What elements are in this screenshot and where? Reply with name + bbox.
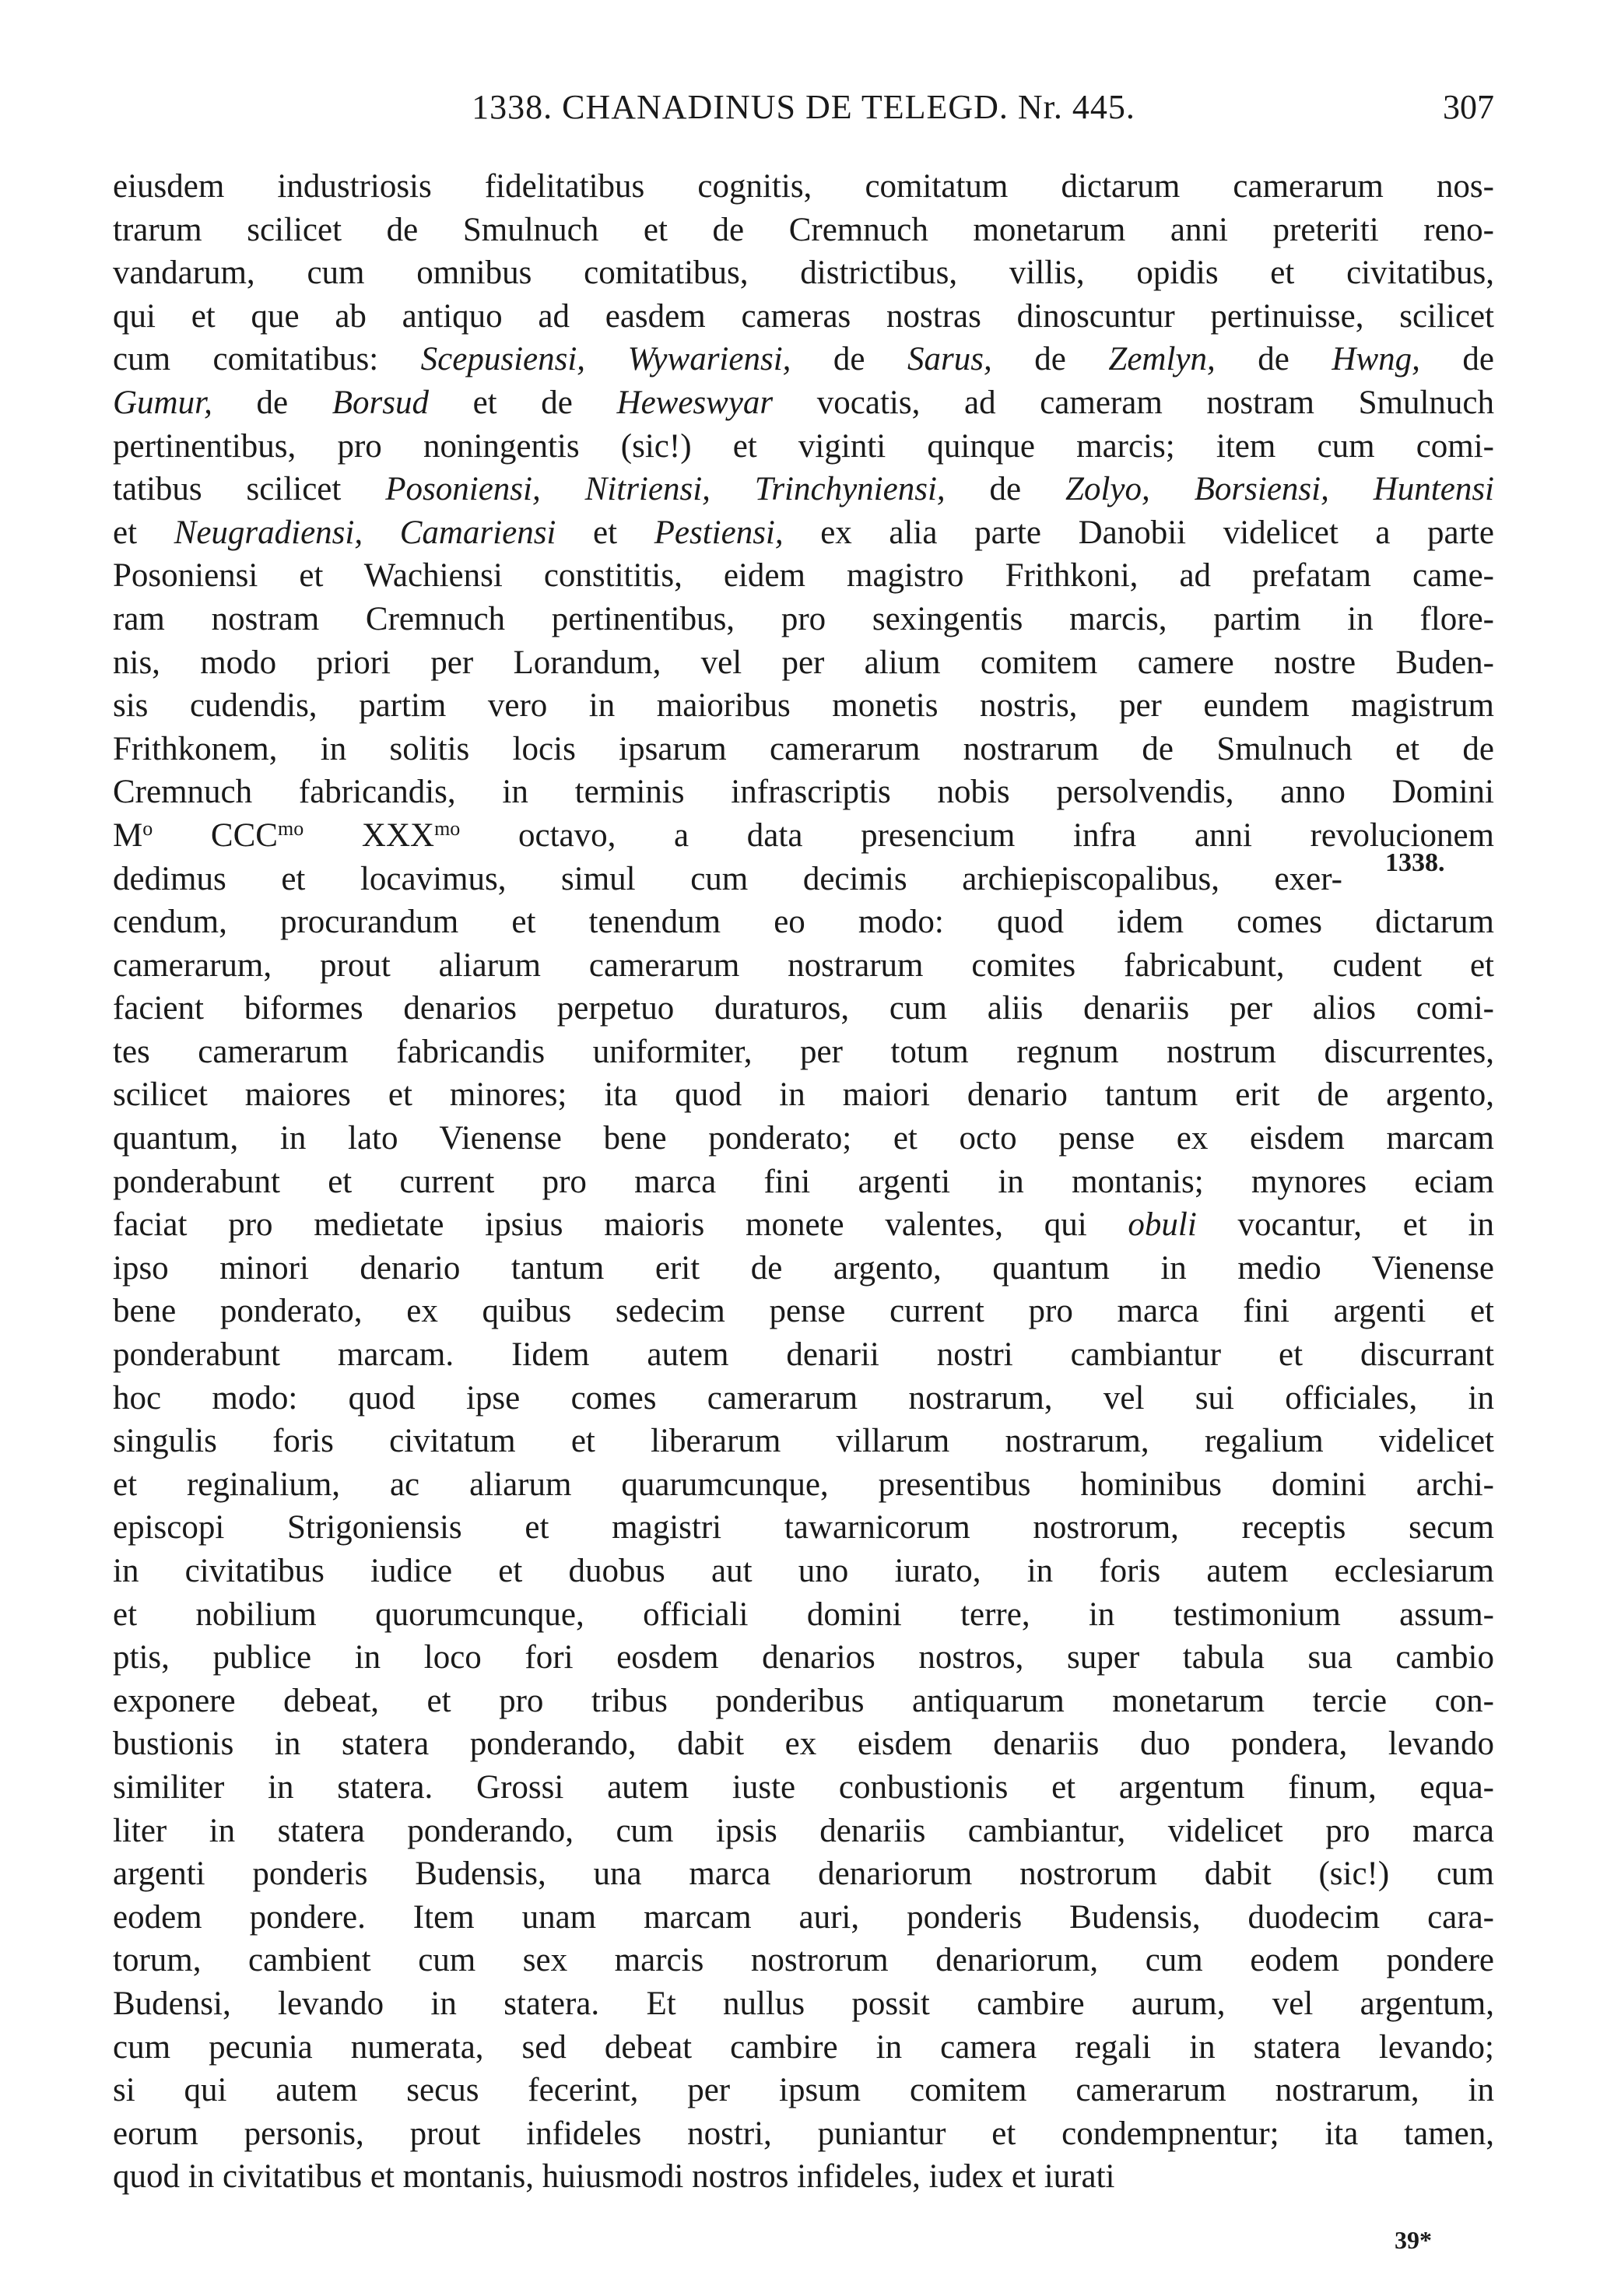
text-segment: ptis, publice in loco fori eosdem denarios nostros, super tabula sua cambio: [113, 1639, 1494, 1676]
text-segment: bene ponderato, ex quibus sedecim pense current pro marca fini argenti et: [113, 1293, 1494, 1330]
text-line: [113, 1333, 1494, 1377]
text-segment: Budensi, levando in statera. Et nullus possit cambire aurum, vel argentum,: [113, 1985, 1494, 2022]
text-segment: bustionis in statera ponderando, dabit ex eisdem denariis duo pondera, levando: [113, 1726, 1494, 1763]
text-segment: ex alia parte Danobii videlicet a parte: [783, 514, 1494, 551]
text-line: [113, 1506, 1494, 1550]
text-line: [113, 858, 1342, 901]
text-line: [113, 2112, 1494, 2156]
text-segment: dedimus et locavimus, simul cum decimis archiepiscopalibus, exer-: [113, 860, 1342, 897]
text-line: [113, 1117, 1494, 1160]
text-segment: sis cudendis, partim vero in maioribus monetis nostris, per eundem magistrum: [113, 687, 1494, 725]
text-segment: similiter in statera. Grossi autem iuste conbustionis et argentum finum, equa-: [113, 1768, 1494, 1806]
text-segment: torum, cambient cum sex marcis nostrorum denariorum, cum eodem pondere: [113, 1942, 1494, 1979]
text-segment: nis, modo priori per Lorandum, vel per alium comitem camere nostre Buden-: [113, 644, 1494, 681]
text-segment: scilicet maiores et minores; ita quod in maiori denario tantum erit de argento,: [113, 1076, 1494, 1114]
text-segment: episcopi Strigoniensis et magistri tawarnicorum nostrorum, receptis secum: [113, 1509, 1494, 1546]
text-segment: hoc modo: quod ipse comes camerarum nostrarum, vel sui officiales, in: [113, 1379, 1494, 1417]
text-line: [113, 1463, 1494, 1507]
text-line: [113, 2069, 1494, 2112]
text-segment: et de: [428, 384, 617, 421]
text-line: [113, 209, 1494, 252]
italic-text: Hwng,: [1332, 341, 1420, 378]
text-line: [113, 900, 1494, 944]
superscript-text: mo: [434, 816, 461, 840]
running-title: 1338. CHANADINUS DE TELEGD. Nr. 445.: [472, 88, 1135, 126]
text-line: [113, 1290, 1494, 1333]
text-segment: et reginalium, ac aliarum quarumcunque, presentibus hominibus domini archi-: [113, 1466, 1494, 1503]
text-segment: tes camerarum fabricandis uniformiter, per totum regnum nostrum discurrentes,: [113, 1033, 1494, 1070]
text-segment: et: [556, 514, 654, 551]
text-segment: cum pecunia numerata, sed debeat cambire in camera regali in statera levando;: [113, 2028, 1494, 2066]
text-line: [113, 1852, 1494, 1896]
italic-text: Heweswyar: [616, 384, 774, 421]
text-line: [113, 1636, 1494, 1680]
text-segment: octavo, a data presencium infra anni revolucionem: [460, 816, 1494, 854]
text-line: [113, 1550, 1494, 1593]
text-line: [113, 987, 1494, 1030]
text-line: [113, 1896, 1494, 1940]
italic-text: Sarus,: [907, 341, 992, 378]
text-line: [113, 165, 1494, 209]
text-line: [113, 554, 1494, 598]
text-segment: de: [945, 471, 1066, 508]
text-segment: Frithkonem, in solitis locis ipsarum camerarum nostrarum de Smulnuch et de: [113, 730, 1494, 767]
italic-text: obuli: [1128, 1206, 1197, 1244]
text-line: [113, 1203, 1494, 1247]
text-segment: ponderabunt et current pro marca fini argenti in montanis; mynores eciam: [113, 1163, 1494, 1200]
text-segment: de: [791, 341, 908, 378]
page-number: 307: [1443, 88, 1494, 126]
text-line: [113, 511, 1494, 555]
text-segment: qui et que ab antiquo ad easdem cameras nostras dinoscuntur pertinuisse, scilicet: [113, 297, 1494, 335]
text-segment: exponere debeat, et pro tribus ponderibus antiquarum monetarum tercie con-: [113, 1682, 1494, 1719]
text-segment: ponderabunt marcam. Iidem autem denarii nostri cambiantur et discurrant: [113, 1336, 1494, 1374]
text-segment: quantum, in lato Vienense bene ponderato; et octo pense ex eisdem marcam: [113, 1120, 1494, 1157]
superscript-text: o: [142, 816, 153, 840]
text-segment: vandarum, cum omnibus comitatibus, districtibus, villis, opidis et civitatibus,: [113, 255, 1494, 292]
margin-year-note: 1338.: [1385, 848, 1445, 877]
text-segment: camerarum, prout aliarum camerarum nostrarum comites fabricabunt, cudent et: [113, 946, 1494, 984]
italic-text: Zolyo, Borsiensi, Huntensi: [1065, 471, 1495, 508]
text-segment: trarum scilicet de Smulnuch et de Cremnuch monetarum anni preteriti reno-: [113, 211, 1494, 248]
text-segment: et: [113, 514, 174, 551]
text-segment: eiusdem industriosis fidelitatibus cognitis, comitatum dictarum camerarum nos-: [113, 168, 1494, 205]
text-line: [113, 728, 1494, 771]
text-line: [113, 1420, 1494, 1463]
text-segment: si qui autem secus fecerint, per ipsum comitem camerarum nostrarum, in: [113, 2072, 1494, 2109]
text-line: [113, 1939, 1494, 1982]
text-segment: tatibus scilicet: [113, 471, 386, 508]
body-text: [113, 165, 1494, 2199]
superscript-text: mo: [277, 816, 304, 840]
text-line: [113, 468, 1494, 511]
text-segment: de: [991, 341, 1109, 378]
text-line: [113, 684, 1494, 728]
text-line: [113, 1982, 1494, 2026]
italic-text: Posoniensi, Nitriensi, Trinchyniensi,: [385, 471, 946, 508]
italic-text: Gumur,: [113, 384, 212, 421]
text-line: [113, 338, 1494, 381]
text-line: [113, 1722, 1494, 1766]
text-line: [113, 814, 1494, 858]
text-segment: Cremnuch fabricandis, in terminis infrascriptis nobis persolvendis, anno Domini: [113, 774, 1494, 811]
text-segment: cum comitatibus:: [113, 341, 421, 378]
text-line: [113, 598, 1494, 641]
text-segment: facient biformes denarios perpetuo duraturos, cum aliis denariis per alios comi-: [113, 990, 1494, 1027]
text-segment: liter in statera ponderando, cum ipsis denariis cambiantur, videlicet pro marca: [113, 1812, 1494, 1849]
text-line: [113, 1766, 1494, 1810]
italic-text: Borsud: [332, 384, 429, 421]
text-line: [113, 1680, 1494, 1723]
text-line: [113, 1810, 1494, 1853]
text-segment: vocantur, et in: [1196, 1206, 1495, 1244]
text-segment: ram nostram Cremnuch pertinentibus, pro sexingentis marcis, partim in flore-: [113, 600, 1494, 637]
text-line: [113, 381, 1494, 425]
text-segment: faciat pro medietate ipsius maioris monete valentes, qui: [113, 1206, 1128, 1244]
text-segment: CCC: [153, 816, 278, 854]
text-line: [113, 641, 1494, 685]
italic-text: Pestiensi,: [654, 514, 784, 551]
signature-mark: 39*: [1395, 2226, 1432, 2254]
text-line: [113, 425, 1494, 469]
text-segment: pertinentibus, pro noningentis (sic!) et viginti quinque marcis; item cum comi-: [113, 427, 1494, 465]
text-line: [113, 1247, 1494, 1290]
text-line: [113, 251, 1494, 295]
text-line: [113, 2155, 1494, 2199]
text-segment: vocatis, ad cameram nostram Smulnuch: [773, 384, 1494, 421]
text-segment: XXX: [304, 816, 435, 854]
text-segment: eorum personis, prout infideles nostri, puniantur et condempnentur; ita tamen,: [113, 2115, 1494, 2152]
text-line: [113, 2026, 1494, 2070]
text-segment: de: [212, 384, 332, 421]
text-segment: ipso minori denario tantum erit de argento, quantum in medio Vienense: [113, 1249, 1494, 1287]
text-line: [113, 1377, 1494, 1420]
text-segment: cendum, procurandum et tenendum eo modo: quod idem comes dictarum: [113, 904, 1494, 941]
text-line: [113, 771, 1494, 814]
text-segment: in civitatibus iudice et duobus aut uno iurato, in foris autem ecclesiarum: [113, 1553, 1494, 1589]
text-segment: de: [1215, 341, 1332, 378]
text-segment: singulis foris civitatum et liberarum villarum nostrarum, regalium videlicet: [113, 1423, 1494, 1460]
text-segment: eodem pondere. Item unam marcam auri, ponderis Budensis, duodecim cara-: [113, 1898, 1494, 1936]
text-segment: Posoniensi et Wachiensi constititis, eidem magistro Frithkoni, ad prefatam came-: [113, 557, 1494, 595]
text-segment: quod in civitatibus et montanis, huiusmodi nostros infideles, iudex et iurati: [113, 2158, 1115, 2196]
text-line: [113, 1073, 1494, 1117]
text-segment: M: [113, 816, 143, 854]
text-line: [113, 295, 1494, 339]
text-segment: argenti ponderis Budensis, una marca denariorum nostrorum dabit (sic!) cum: [113, 1855, 1494, 1893]
text-line: [113, 1160, 1494, 1204]
italic-text: Zemlyn,: [1108, 341, 1216, 378]
italic-text: Neugradiensi, Camariensi: [174, 514, 556, 551]
italic-text: Scepusiensi, Wywariensi,: [420, 341, 791, 378]
text-line: [113, 944, 1494, 988]
text-segment: et nobilium quorumcunque, officiali domini terre, in testimonium assum-: [113, 1596, 1494, 1633]
text-segment: de: [1419, 341, 1494, 378]
text-line: [113, 1030, 1494, 1074]
page-header: [113, 84, 1494, 131]
text-line: [113, 1593, 1494, 1637]
